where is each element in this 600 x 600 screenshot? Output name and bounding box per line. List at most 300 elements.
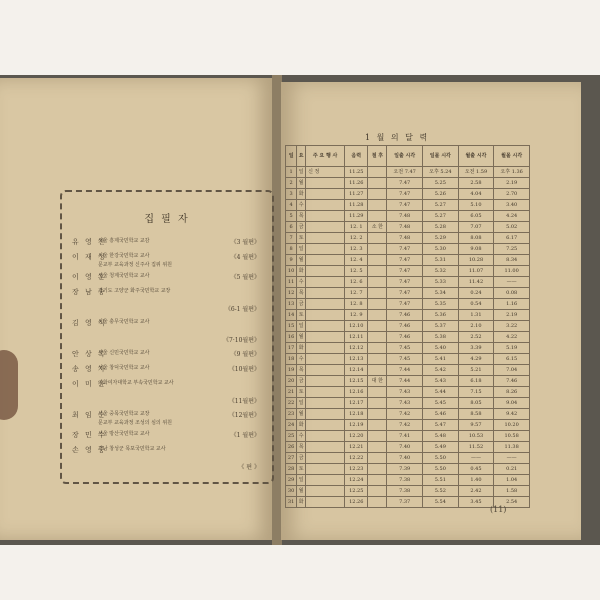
calendar-cell: 11.38 xyxy=(494,442,530,453)
calendar-cell: 12.17 xyxy=(345,398,368,409)
calendar-cell xyxy=(306,222,345,233)
calendar-row xyxy=(286,354,530,365)
calendar-cell: 1.16 xyxy=(494,299,530,310)
calendar-cell: —— xyxy=(458,453,494,464)
calendar-cell: 일 xyxy=(297,321,306,332)
calendar-cell: 14 xyxy=(286,310,297,321)
calendar-cell xyxy=(306,200,345,211)
calendar-cell: 18 xyxy=(286,354,297,365)
contributor-section: 《6-1 월편》 xyxy=(224,306,260,313)
calendar-cell: 4.22 xyxy=(494,332,530,343)
calendar-cell: 5.31 xyxy=(423,255,459,266)
calendar-cell: —— xyxy=(494,277,530,288)
calendar-cell: 화 xyxy=(297,189,306,200)
calendar-cell: 0.45 xyxy=(458,464,494,475)
calendar-cell: 12.25 xyxy=(345,486,368,497)
calendar-cell xyxy=(368,453,387,464)
calendar-cell: 토 xyxy=(297,310,306,321)
calendar-cell: 월 xyxy=(297,332,306,343)
calendar-row xyxy=(286,255,530,266)
calendar-cell: 9.08 xyxy=(458,244,494,255)
calendar-cell: 월 xyxy=(297,255,306,266)
calendar-cell: 12.12 xyxy=(345,343,368,354)
calendar-cell: 3 xyxy=(286,189,297,200)
contributor-affiliation: 서울 창덕국민학교 교사 xyxy=(98,365,150,371)
contributor-section: 《4 월편》 xyxy=(230,254,260,261)
calendar-cell: 8 xyxy=(286,244,297,255)
calendar-cell: 10.53 xyxy=(458,431,494,442)
calendar-cell: 12 xyxy=(286,288,297,299)
calendar-cell xyxy=(368,321,387,332)
calendar-cell: 7.47 xyxy=(387,288,423,299)
calendar-cell xyxy=(306,409,345,420)
calendar-cell: 1.58 xyxy=(494,486,530,497)
calendar-header-cell: 일몰 시각 xyxy=(423,146,459,167)
contributor-name: 안 상 록 xyxy=(72,350,107,358)
calendar-cell xyxy=(368,178,387,189)
finger xyxy=(0,350,18,420)
calendar-header-cell: 요 xyxy=(297,146,306,167)
calendar-cell: 4.29 xyxy=(458,354,494,365)
calendar-cell xyxy=(368,167,387,178)
calendar-cell: 1.40 xyxy=(458,475,494,486)
calendar-cell: 2.70 xyxy=(494,189,530,200)
calendar-cell: 27 xyxy=(286,453,297,464)
calendar-cell: 금 xyxy=(297,376,306,387)
calendar-cell: 1.04 xyxy=(494,475,530,486)
calendar-cell: 오후 1.36 xyxy=(494,167,530,178)
calendar-cell: 5.36 xyxy=(423,310,459,321)
calendar-row xyxy=(286,365,530,376)
calendar-table xyxy=(285,145,530,508)
calendar-cell: 1.31 xyxy=(458,310,494,321)
calendar-cell: 7.47 xyxy=(387,255,423,266)
calendar-cell: 11.42 xyxy=(458,277,494,288)
calendar-cell: 11.00 xyxy=(494,266,530,277)
contributor-entry xyxy=(72,237,260,252)
contributor-name: 장 민 수 xyxy=(72,431,107,439)
calendar-cell: 12.15 xyxy=(345,376,368,387)
contributor-name: 이 재 성 xyxy=(72,253,107,261)
calendar-cell: 5.44 xyxy=(423,387,459,398)
calendar-cell: 7.47 xyxy=(387,178,423,189)
calendar-cell: 26 xyxy=(286,442,297,453)
calendar-cell: 5.48 xyxy=(423,431,459,442)
calendar-cell: 0.54 xyxy=(458,299,494,310)
calendar-cell: 6.05 xyxy=(458,211,494,222)
calendar-cell: 소 한 xyxy=(368,222,387,233)
contributor-affiliation: 서울 중목국민학교 교장 xyxy=(98,411,150,417)
calendar-cell: 7.47 xyxy=(387,266,423,277)
calendar-cell: 금 xyxy=(297,453,306,464)
calendar-cell xyxy=(306,244,345,255)
calendar-cell: 7.25 xyxy=(494,244,530,255)
calendar-cell: 7.42 xyxy=(387,409,423,420)
contributor-entry xyxy=(72,287,260,302)
calendar-cell: 20 xyxy=(286,376,297,387)
contributor-name: 장 남 송 xyxy=(72,288,107,296)
contributor-entry xyxy=(72,394,260,410)
calendar-cell: 5.35 xyxy=(423,299,459,310)
calendar-row xyxy=(286,266,530,277)
calendar-cell xyxy=(368,255,387,266)
calendar-cell: 5.54 xyxy=(423,497,459,508)
calendar-cell: 4.04 xyxy=(458,189,494,200)
calendar-cell: 수 xyxy=(297,277,306,288)
calendar-cell: 7.47 xyxy=(387,244,423,255)
contributor-entry xyxy=(72,364,260,379)
calendar-cell xyxy=(368,365,387,376)
calendar-cell xyxy=(368,189,387,200)
contributor-entry xyxy=(72,272,260,287)
calendar-cell: 10.28 xyxy=(458,255,494,266)
calendar-cell: 8.08 xyxy=(458,233,494,244)
contributor-name: 송 영 자 xyxy=(72,365,107,373)
calendar-cell xyxy=(368,398,387,409)
calendar-cell: 25 xyxy=(286,431,297,442)
calendar-cell xyxy=(306,497,345,508)
calendar-cell xyxy=(368,420,387,431)
calendar-cell: 금 xyxy=(297,222,306,233)
calendar-row xyxy=(286,343,530,354)
calendar-cell: 7.48 xyxy=(387,233,423,244)
calendar-cell: 9.57 xyxy=(458,420,494,431)
calendar-cell: 7.47 xyxy=(387,299,423,310)
calendar-cell xyxy=(306,178,345,189)
calendar-row xyxy=(286,167,530,178)
calendar-cell: 신 정 xyxy=(306,167,345,178)
calendar-cell: 7.44 xyxy=(387,376,423,387)
calendar-row xyxy=(286,200,530,211)
calendar-cell: 7.37 xyxy=(387,497,423,508)
calendar-cell: 11.28 xyxy=(345,200,368,211)
calendar-cell: 5.10 xyxy=(458,200,494,211)
calendar-cell: 4 xyxy=(286,200,297,211)
calendar-row xyxy=(286,233,530,244)
contributors-title: 집 필 자 xyxy=(144,214,190,225)
calendar-header-cell: 일출 시각 xyxy=(387,146,423,167)
calendar-cell xyxy=(368,310,387,321)
calendar-cell: 5.34 xyxy=(423,288,459,299)
calendar-cell: 12. 1 xyxy=(345,222,368,233)
calendar-cell: 2.19 xyxy=(494,310,530,321)
contributor-name: 최 임 순 xyxy=(72,411,107,419)
calendar-cell: 7.47 xyxy=(387,189,423,200)
calendar-cell: 7.39 xyxy=(387,464,423,475)
calendar-cell: 12.14 xyxy=(345,365,368,376)
calendar-cell xyxy=(306,387,345,398)
calendar-cell: 11 xyxy=(286,277,297,288)
calendar-cell xyxy=(306,464,345,475)
calendar-cell: 7.45 xyxy=(387,343,423,354)
calendar-cell: 5.37 xyxy=(423,321,459,332)
calendar-row xyxy=(286,244,530,255)
calendar-cell xyxy=(368,277,387,288)
calendar-cell: 15 xyxy=(286,321,297,332)
calendar-cell xyxy=(368,475,387,486)
calendar-cell: 5.27 xyxy=(423,211,459,222)
calendar-cell: 19 xyxy=(286,365,297,376)
calendar-cell: 6.15 xyxy=(494,354,530,365)
calendar-cell: 5.27 xyxy=(423,200,459,211)
calendar-cell: 오전 1.59 xyxy=(458,167,494,178)
calendar-cell xyxy=(306,332,345,343)
calendar-cell: 7.38 xyxy=(387,486,423,497)
calendar-cell: 12.26 xyxy=(345,497,368,508)
calendar-cell: 8.34 xyxy=(494,255,530,266)
calendar-header-row xyxy=(286,146,530,167)
calendar-cell xyxy=(368,200,387,211)
calendar-cell: 목 xyxy=(297,288,306,299)
calendar-cell xyxy=(368,266,387,277)
calendar-cell: 7.41 xyxy=(387,431,423,442)
calendar-row xyxy=(286,321,530,332)
calendar-cell: 3.39 xyxy=(458,343,494,354)
calendar-cell: 7.46 xyxy=(494,376,530,387)
calendar-cell: 5.19 xyxy=(494,343,530,354)
calendar-cell: 오후 5.24 xyxy=(423,167,459,178)
calendar-cell xyxy=(368,354,387,365)
calendar-cell xyxy=(306,354,345,365)
contributor-note: 문교부 교육과정 신주사 집위 위원 xyxy=(98,262,172,268)
contributor-entry xyxy=(72,318,260,333)
calendar-cell xyxy=(368,464,387,475)
calendar-cell: 12. 9 xyxy=(345,310,368,321)
contributor-affiliation: 서울 충무국민학교 교사 xyxy=(98,319,150,325)
calendar-cell: 수 xyxy=(297,200,306,211)
calendar-cell: 9 xyxy=(286,255,297,266)
contributor-affiliation: 서울 신민국민학교 교사 xyxy=(98,350,150,356)
calendar-cell: 7.48 xyxy=(387,211,423,222)
page-number: (11) xyxy=(490,505,507,514)
calendar-cell: 1 xyxy=(286,167,297,178)
contributor-section: 《1 월편》 xyxy=(230,432,260,439)
calendar-cell: 0.08 xyxy=(494,288,530,299)
calendar-cell: 7.07 xyxy=(458,222,494,233)
calendar-cell: 31 xyxy=(286,497,297,508)
calendar-cell: 월 xyxy=(297,178,306,189)
calendar-cell: 5.43 xyxy=(423,376,459,387)
contributor-section: 《3 월편》 xyxy=(230,239,260,246)
calendar-cell: 2.54 xyxy=(494,497,530,508)
calendar-cell: 12.16 xyxy=(345,387,368,398)
calendar-cell: 7.40 xyxy=(387,453,423,464)
calendar-row xyxy=(286,288,530,299)
calendar-cell: 5.46 xyxy=(423,409,459,420)
calendar-row xyxy=(286,475,530,486)
calendar-cell: 12. 6 xyxy=(345,277,368,288)
calendar-cell xyxy=(306,365,345,376)
calendar-cell: 7.44 xyxy=(387,365,423,376)
contributor-entry xyxy=(72,460,260,476)
calendar-row xyxy=(286,464,530,475)
calendar-cell: 12.24 xyxy=(345,475,368,486)
contributor-section: 《5 월편》 xyxy=(230,274,260,281)
contributor-affiliation: 서울 흥제국민학교 교감 xyxy=(98,238,150,244)
contributor-entry xyxy=(72,410,260,430)
contributor-name: 이 미 윤 xyxy=(72,380,107,388)
calendar-cell: 23 xyxy=(286,409,297,420)
calendar-cell: 5.51 xyxy=(423,475,459,486)
calendar-cell: 7.38 xyxy=(387,475,423,486)
calendar-header-cell: 일 xyxy=(286,146,297,167)
calendar-cell xyxy=(306,376,345,387)
contributor-section: 《11월편》 xyxy=(228,398,260,405)
calendar-cell: 5.21 xyxy=(458,365,494,376)
calendar-cell: 12.21 xyxy=(345,442,368,453)
calendar-cell: 토 xyxy=(297,233,306,244)
calendar-cell: 수 xyxy=(297,431,306,442)
calendar-cell: 11.27 xyxy=(345,189,368,200)
contributor-name: 유 영 찬 xyxy=(72,238,107,246)
calendar-cell: 9.42 xyxy=(494,409,530,420)
calendar-row xyxy=(286,486,530,497)
calendar-row xyxy=(286,387,530,398)
calendar-cell xyxy=(306,277,345,288)
calendar-row xyxy=(286,222,530,233)
calendar-row xyxy=(286,398,530,409)
contributor-entry xyxy=(72,302,260,318)
calendar-row xyxy=(286,211,530,222)
contributor-entry xyxy=(72,445,260,460)
calendar-cell xyxy=(306,475,345,486)
calendar-cell: 7.40 xyxy=(387,442,423,453)
calendar-cell: 일 xyxy=(297,244,306,255)
calendar-cell: 화 xyxy=(297,266,306,277)
contributor-affiliation: 서울 청계국민학교 교사 xyxy=(98,273,150,279)
calendar-cell xyxy=(306,486,345,497)
contributor-entry xyxy=(72,333,260,349)
calendar-cell xyxy=(368,211,387,222)
calendar-cell xyxy=(306,211,345,222)
contributor-name: 김 영 식 xyxy=(72,319,107,327)
calendar-cell: 목 xyxy=(297,442,306,453)
calendar-row xyxy=(286,442,530,453)
calendar-cell: 7 xyxy=(286,233,297,244)
calendar-cell xyxy=(368,332,387,343)
contributor-section: 《12월편》 xyxy=(228,412,260,419)
calendar-cell: 6.17 xyxy=(494,233,530,244)
calendar-cell xyxy=(368,442,387,453)
calendar-row xyxy=(286,178,530,189)
contributor-affiliation: 서울 방산국민학교 교사 xyxy=(98,431,150,437)
calendar-cell: 5.41 xyxy=(423,354,459,365)
calendar-cell: 2 xyxy=(286,178,297,189)
calendar-cell: 일 xyxy=(297,398,306,409)
calendar-cell: 16 xyxy=(286,332,297,343)
contributor-name: 이 영 훈 xyxy=(72,273,107,281)
calendar-cell: 7.45 xyxy=(387,354,423,365)
calendar-cell: 목 xyxy=(297,211,306,222)
contributor-entry xyxy=(72,430,260,445)
calendar-cell: 토 xyxy=(297,464,306,475)
calendar-body xyxy=(286,167,530,508)
calendar-cell: 일 xyxy=(297,475,306,486)
calendar-cell: 화 xyxy=(297,343,306,354)
calendar-cell xyxy=(306,299,345,310)
calendar-cell: 17 xyxy=(286,343,297,354)
calendar-cell: 5.33 xyxy=(423,277,459,288)
calendar-row xyxy=(286,453,530,464)
calendar-cell xyxy=(368,299,387,310)
calendar-header-cell: 주 요 행 사 xyxy=(306,146,345,167)
calendar-cell xyxy=(368,244,387,255)
calendar-cell: 12. 4 xyxy=(345,255,368,266)
calendar-cell: 5.38 xyxy=(423,332,459,343)
calendar-cell: 토 xyxy=(297,387,306,398)
calendar-row xyxy=(286,409,530,420)
calendar-cell: 4.24 xyxy=(494,211,530,222)
calendar-cell: 12. 7 xyxy=(345,288,368,299)
contributor-section: 《9 월편》 xyxy=(230,351,260,358)
calendar-cell: 7.46 xyxy=(387,310,423,321)
calendar-cell: 수 xyxy=(297,354,306,365)
contributors-box xyxy=(60,190,274,484)
calendar-cell: 12.22 xyxy=(345,453,368,464)
calendar-cell: 11.52 xyxy=(458,442,494,453)
calendar-cell xyxy=(306,189,345,200)
calendar-cell: 28 xyxy=(286,464,297,475)
calendar-cell: 5.49 xyxy=(423,442,459,453)
contributor-affiliation: 경남 창성군 목포국민학교 교사 xyxy=(98,446,166,452)
calendar-cell xyxy=(306,266,345,277)
calendar-cell: 6.18 xyxy=(458,376,494,387)
calendar-cell: 11.07 xyxy=(458,266,494,277)
contributor-entry xyxy=(72,252,260,272)
calendar-cell: 5 xyxy=(286,211,297,222)
calendar-cell: 5.50 xyxy=(423,453,459,464)
calendar-cell: 24 xyxy=(286,420,297,431)
calendar-cell: 오전 7.47 xyxy=(387,167,423,178)
calendar-cell: 금 xyxy=(297,299,306,310)
contributor-entry xyxy=(72,349,260,364)
calendar-cell: 3.45 xyxy=(458,497,494,508)
contributor-affiliation: 경기도 고양군 화주국민학교 교장 xyxy=(98,288,171,294)
calendar-row xyxy=(286,332,530,343)
calendar-cell: 11.25 xyxy=(345,167,368,178)
contributor-section: 《10월편》 xyxy=(228,366,260,373)
calendar-cell: 목 xyxy=(297,365,306,376)
contributors-list xyxy=(72,237,260,476)
calendar-cell: 10 xyxy=(286,266,297,277)
calendar-cell: 11.26 xyxy=(345,178,368,189)
calendar-cell: 월 xyxy=(297,486,306,497)
calendar-cell: 12.13 xyxy=(345,354,368,365)
calendar-header-cell: 월출 시각 xyxy=(458,146,494,167)
calendar-cell: 화 xyxy=(297,497,306,508)
calendar-cell: 일 xyxy=(297,167,306,178)
calendar-cell xyxy=(306,442,345,453)
calendar-cell: 12. 2 xyxy=(345,233,368,244)
calendar-cell: 7.47 xyxy=(387,200,423,211)
calendar-row xyxy=(286,431,530,442)
calendar-cell xyxy=(306,343,345,354)
calendar-cell: 12.18 xyxy=(345,409,368,420)
calendar-cell: 10.58 xyxy=(494,431,530,442)
calendar-cell: 5.45 xyxy=(423,398,459,409)
calendar-cell: 5.30 xyxy=(423,244,459,255)
calendar-cell: 5.50 xyxy=(423,464,459,475)
calendar-cell: 12. 8 xyxy=(345,299,368,310)
contributor-entry xyxy=(72,379,260,394)
calendar-title: 1 월 의 달 력 xyxy=(365,133,430,142)
contributor-affiliation: 이화여자대학교 부속국민학교 교사 xyxy=(98,380,174,386)
calendar-cell: 5.47 xyxy=(423,420,459,431)
calendar-cell: 2.42 xyxy=(458,486,494,497)
calendar-row xyxy=(286,299,530,310)
calendar-cell xyxy=(306,431,345,442)
calendar-cell: 13 xyxy=(286,299,297,310)
